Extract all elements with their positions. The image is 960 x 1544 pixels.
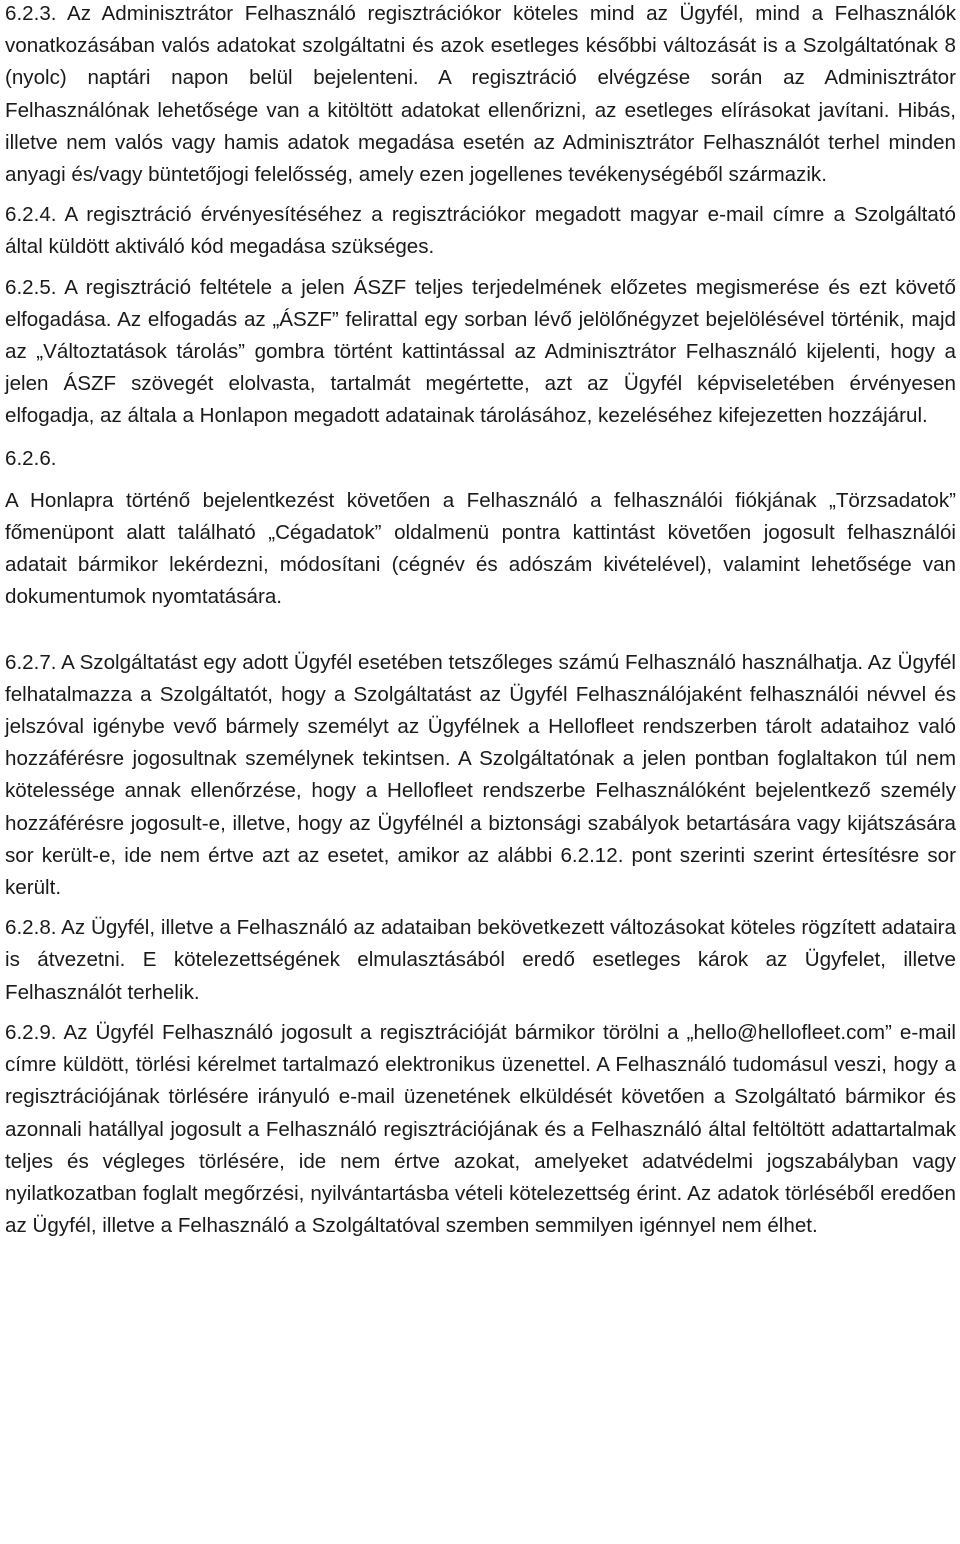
paragraph-6-2-3: 6.2.3. Az Adminisztrátor Felhasználó regisztrációkor köteles mind az Ügyfél, mind a Felhasználók vonatkozásában valós adatokat szolgáltatni és azok esetleges későbbi változását is a Szolgáltatónak 8 (nyolc) naptári napon belül bejelenteni. A regisztráció elvégzése során az Adminisztrátor Felhasználónak lehetősége van a kitöltött adatokat ellenőrizni, az esetleges elírásokat javítani. Hibás, illetve nem valós vagy hamis adatok megadása esetén az Adminisztrátor Felhasználót terhel minden anyagi és/vagy büntetőjogi felelősség, amely ezen jogellenes tevékenységéből származik.: [5, 2, 956, 187]
paragraph-6-2-8: 6.2.8. Az Ügyfél, illetve a Felhasználó az adataiban bekövetkezett változásokat köteles rögzített adataira is átvezetni. E kötelezettségének elmulasztásából eredő esetleges károk az Ügyfelet, illetve Felhasználót terhelik.: [5, 916, 956, 1004]
paragraph-6-2-9: 6.2.9. Az Ügyfél Felhasználó jogosult a regisztrációját bármikor törölni a „hello@hellofleet.com” e-mail címre küldött, törlési kérelmet tartalmazó elektronikus üzenettel. A Felhasználó tudomásul veszi, hogy a regisztrációjának törlésére irányuló e-mail üzenetének elküldését követően a Szolgáltató bármikor és azonnali hatállyal jogosult a Felhasználó regisztrációjának és a Felhasználó által feltöltött adattartalmak teljes és végleges törlésére, ide nem értve azokat, amelyeket adatvédelmi jogszabályban vagy nyilatkozatban foglalt megőrzési, nyilvántartásba vételi kötelezettség érint. Az adatok törléséből eredően az Ügyfél, illetve a Felhasználó a Szolgáltatóval szemben semmilyen igénnyel nem élhet.: [5, 1020, 956, 1238]
section-heading-6-2-6: 6.2.6.: [5, 446, 57, 470]
paragraph-6-2-7: 6.2.7. A Szolgáltatást egy adott Ügyfél esetében tetszőleges számú Felhasználó használhatja. Az Ügyfél felhatalmazza a Szolgáltatót, hogy a Szolgáltatást az Ügyfél Felhasználójaként felhasználói névvel és jelszóval igénybe vevő bármely személyt az Ügyfélnek a Hellofleet rendszerben tárolt adataihoz való hozzáférésre jogosultnak személynek tekintsen. A Szolgáltatónak a jelen pontban foglaltakon túl nem kötelessége annak ellenőrzése, hogy a Hellofleet rendszerbe Felhasználóként bejelentkező személy hozzáférésre jogosult-e, illetve, hogy az Ügyfélnél a biztonsági szabályok betartására vagy kijátszására sor került-e, ide nem értve azt az esetet, amikor az alábbi 6.2.12. pont szerinti szerint értesítésre sor került.: [5, 650, 956, 900]
paragraph-6-2-5: 6.2.5. A regisztráció feltétele a jelen ÁSZF teljes terjedelmének előzetes megismerése és ezt követő elfogadása. Az elfogadás az „ÁSZF” felirattal egy sorban lévő jelölőnégyzet bejelölésével történik, majd az „Változtatások tárolás” gombra történt kattintással az Adminisztrátor Felhasználó kijelenti, hogy a jelen ÁSZF szövegét elolvasta, tartalmát megértette, azt az Ügyfél képviseletében érvényesen elfogadja, az általa a Honlapon megadott adatainak tárolásához, kezeléséhez kifejezetten hozzájárul.: [5, 275, 956, 428]
paragraph-6-2-6: A Honlapra történő bejelentkezést követően a Felhasználó a felhasználói fiókjának „Törzsadatok” főmenüpont alatt található „Cégadatok” oldalmenü pontra kattintást követően jogosult felhasználói adatait bármikor lekérdezni, módosítani (cégnév és adószám kivételével), valamint lehetősége van dokumentumok nyomtatására.: [5, 488, 956, 609]
paragraph-6-2-4: 6.2.4. A regisztráció érvényesítéséhez a regisztrációkor megadott magyar e-mail címre a Szolgáltató által küldött aktiváló kód megadása szükséges.: [5, 203, 956, 259]
